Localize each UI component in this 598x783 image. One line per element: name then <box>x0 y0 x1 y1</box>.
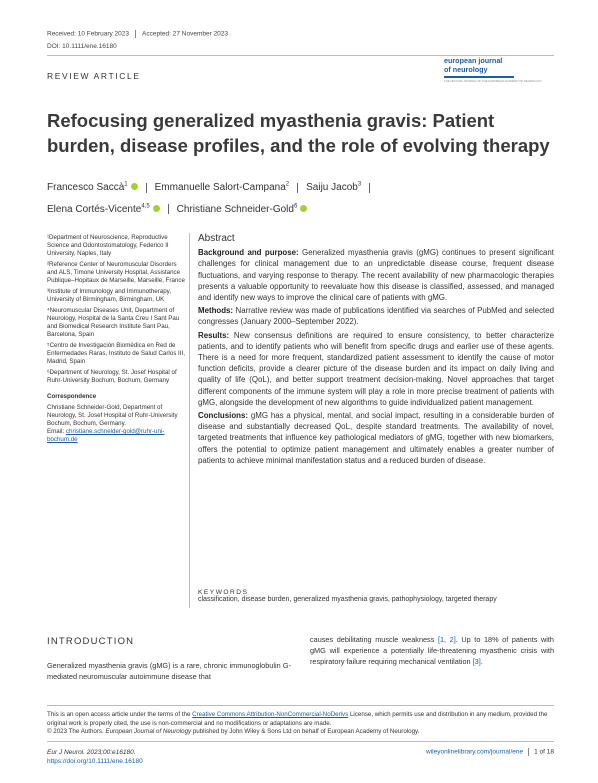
license-text: This is an open access article under the terms of the Creative Commons Attribution-NonCommercial-NoDerivs License, which permits use and distribution in any medium, provided the original work is properly cited, the use is non-commercial and no modifications or adaptations are made. © 2023 The Authors. European Journal of Neurology published by John Wiley & Sons Ltd on behalf of European Academy of Neurology. <box>47 711 548 735</box>
abstract-heading: Abstract <box>198 233 235 244</box>
abstract <box>198 233 554 468</box>
page-number: 1 of 18 <box>534 748 554 756</box>
author-name[interactable]: Francesco Saccà$^1$ <box>47 182 128 194</box>
license-rule <box>47 705 554 706</box>
abstract-results: Results: New consensus definitions are required to ensure consistency, to better characterize patients, and to identify patients who will benefit from specific drugs and earlier use of these agents. There is a need for more frequent, standardized patient assessment to identify the cause of motor function deficits, provide a clearer picture of the disease burden and its impact on daily living and quality of life (QoL), and better support treatment decision-making. Novel approaches that target different components of the immune system will play a role in more precise treatment of patients with gMG, alongside the development of new algorithms to guide individualized patient management. <box>198 330 554 407</box>
abstract-divider <box>189 233 190 608</box>
footer-site-link[interactable]: wileyonlinelibrary.com/journal/ene <box>426 748 524 756</box>
footer-citation: Eur J Neurol. 2023;00:e16180. https://doi.org/10.1111/ene.16180 <box>47 749 143 765</box>
author-divider <box>146 183 147 193</box>
affiliation-item: ⁴Neuromuscular Diseases Unit, Department of Neurology, Hospital de la Santa Creu I Sant Pau and Biomedical Research Institute Sant Pau, Barcelona, Spain <box>47 307 180 338</box>
journal-logo-line1: european journal <box>444 56 503 65</box>
abstract-methods: Methods: Narrative review was made of publications identified via searches of PubMed and selected congresses (January 2000–September 2022). <box>198 306 554 327</box>
author-divider <box>369 183 370 193</box>
doi-text: DOI: 10.1111/ene.16180 <box>47 43 117 50</box>
header-divider <box>135 30 136 38</box>
affiliations <box>47 234 187 447</box>
journal-logo[interactable] <box>444 57 554 83</box>
affiliation-item: ¹Department of Neuroscience, Reproductive Science and Odontostomatology, Federico II University, Naples, Italy <box>47 234 169 257</box>
orcid-icon[interactable] <box>131 183 138 190</box>
author-name[interactable]: Saiju Jacob$^3$ <box>306 182 362 194</box>
reference-link[interactable]: [3] <box>472 657 481 666</box>
license-link[interactable]: Creative Commons Attribution-NonCommercial-NoDerivs <box>192 711 349 718</box>
article-title: Refocusing generalized myasthenia gravis: Patient burden, disease profiles, and the role of evolving therapy <box>47 110 550 156</box>
introduction-col1: Generalized myasthenia gravis (gMG) is a rare, chronic immunoglobulin G-mediated neuromuscular autoimmune disease that <box>47 661 291 681</box>
introduction-col2: causes debilitating muscle weakness [1, 2]. Up to 18% of patients with gMG will experience a potentially life-threatening myasthenic crisis with respiratory failure requiring mechanical ventilation [3]. <box>310 635 554 666</box>
author-list <box>47 176 567 219</box>
author-name[interactable]: Christiane Schneider-Gold$^6$ <box>176 203 298 215</box>
author-name[interactable]: Elena Cortés-Vicente$^{4,5}$ <box>47 203 150 215</box>
footer-right <box>426 748 554 756</box>
keywords <box>198 589 554 603</box>
correspondence-text: Christiane Schneider-Gold, Department of Neurology, St. Josef Hospital of Ruhr-University Bochum, Bochum, Germany. Email: christiane.schneider-gold@ruhr-uni-bochum.de <box>47 404 178 443</box>
reference-link[interactable]: [1, 2] <box>437 635 456 644</box>
keywords-text: classification, disease burden, generalized myasthenia gravis, pathophysiology, targeted therapy <box>198 596 497 603</box>
article-type: REVIEW ARTICLE <box>47 71 141 81</box>
footer-divider <box>528 748 529 756</box>
correspondence-email-link[interactable]: christiane.schneider-gold@ruhr-uni-bochum.de <box>47 428 165 443</box>
affiliation-item: ⁵Centro de Investigación Biomédica en Red de Enfermedades Raras, Instituto de Salud Carlos III, Madrid, Spain <box>47 342 185 365</box>
footer-rule <box>47 741 554 742</box>
correspondence-heading: Correspondence <box>47 393 97 400</box>
introduction-heading: INTRODUCTION <box>47 636 135 647</box>
keywords-heading: KEYWORDS <box>198 589 249 596</box>
footer-doi-link[interactable]: https://doi.org/10.1111/ene.16180 <box>47 758 143 765</box>
received-accepted-line <box>47 30 228 38</box>
received-date: Received: 10 February 2023 <box>47 30 130 38</box>
affiliation-item: ²Reference Center of Neuromuscular Disorders and ALS, Timone University Hospital, Assistance Publique–Hopitaux de Marseille, Marseille, France <box>47 261 185 284</box>
author-divider <box>168 204 169 214</box>
journal-logo-line2: of neurology <box>444 64 488 74</box>
journal-logo-subline: THE OFFICIAL JOURNAL OF THE EUROPEAN ACADEMY OF NEUROLOGY <box>444 79 542 83</box>
abstract-conclusions: Conclusions: gMG has a physical, mental, and social impact, resulting in a considerable burden of disease and substantially decreased QoL, despite standard treatments. The availability of novel, targeted treatments that influence key pathological mediators of gMG, together with new biomarkers, offers the potential to optimize patient management and ultimately enables a greater number of patients to achieve minimal manifestation status and a reduced burden of disease. <box>198 411 554 465</box>
orcid-icon[interactable] <box>300 205 307 212</box>
accepted-date: Accepted: 27 November 2023 <box>142 30 229 38</box>
author-name[interactable]: Emmanuelle Salort-Campana$^2$ <box>154 182 290 194</box>
orcid-icon[interactable] <box>153 205 160 212</box>
journal-logo-bar <box>444 76 514 78</box>
affiliation-item: ⁶Department of Neurology, St. Josef Hospital of Ruhr-University Bochum, Bochum, Germany <box>47 369 177 384</box>
abstract-background: Background and purpose: Generalized myasthenia gravis (gMG) continues to present significant challenges for clinical management due to an unpredictable disease course, frequent disease fluctuations, and varying response to therapy. The recent availability of new pharmacologic therapies presents a valuable opportunity to reevaluate how this disease is classified, assessed, and managed and identify new ways to improve the clinical care of patients with gMG. <box>198 248 554 303</box>
affiliation-item: ³Institute of Immunology and Immunotherapy, University of Birmingham, Birmingham, UK <box>47 288 172 303</box>
author-divider <box>297 183 298 193</box>
